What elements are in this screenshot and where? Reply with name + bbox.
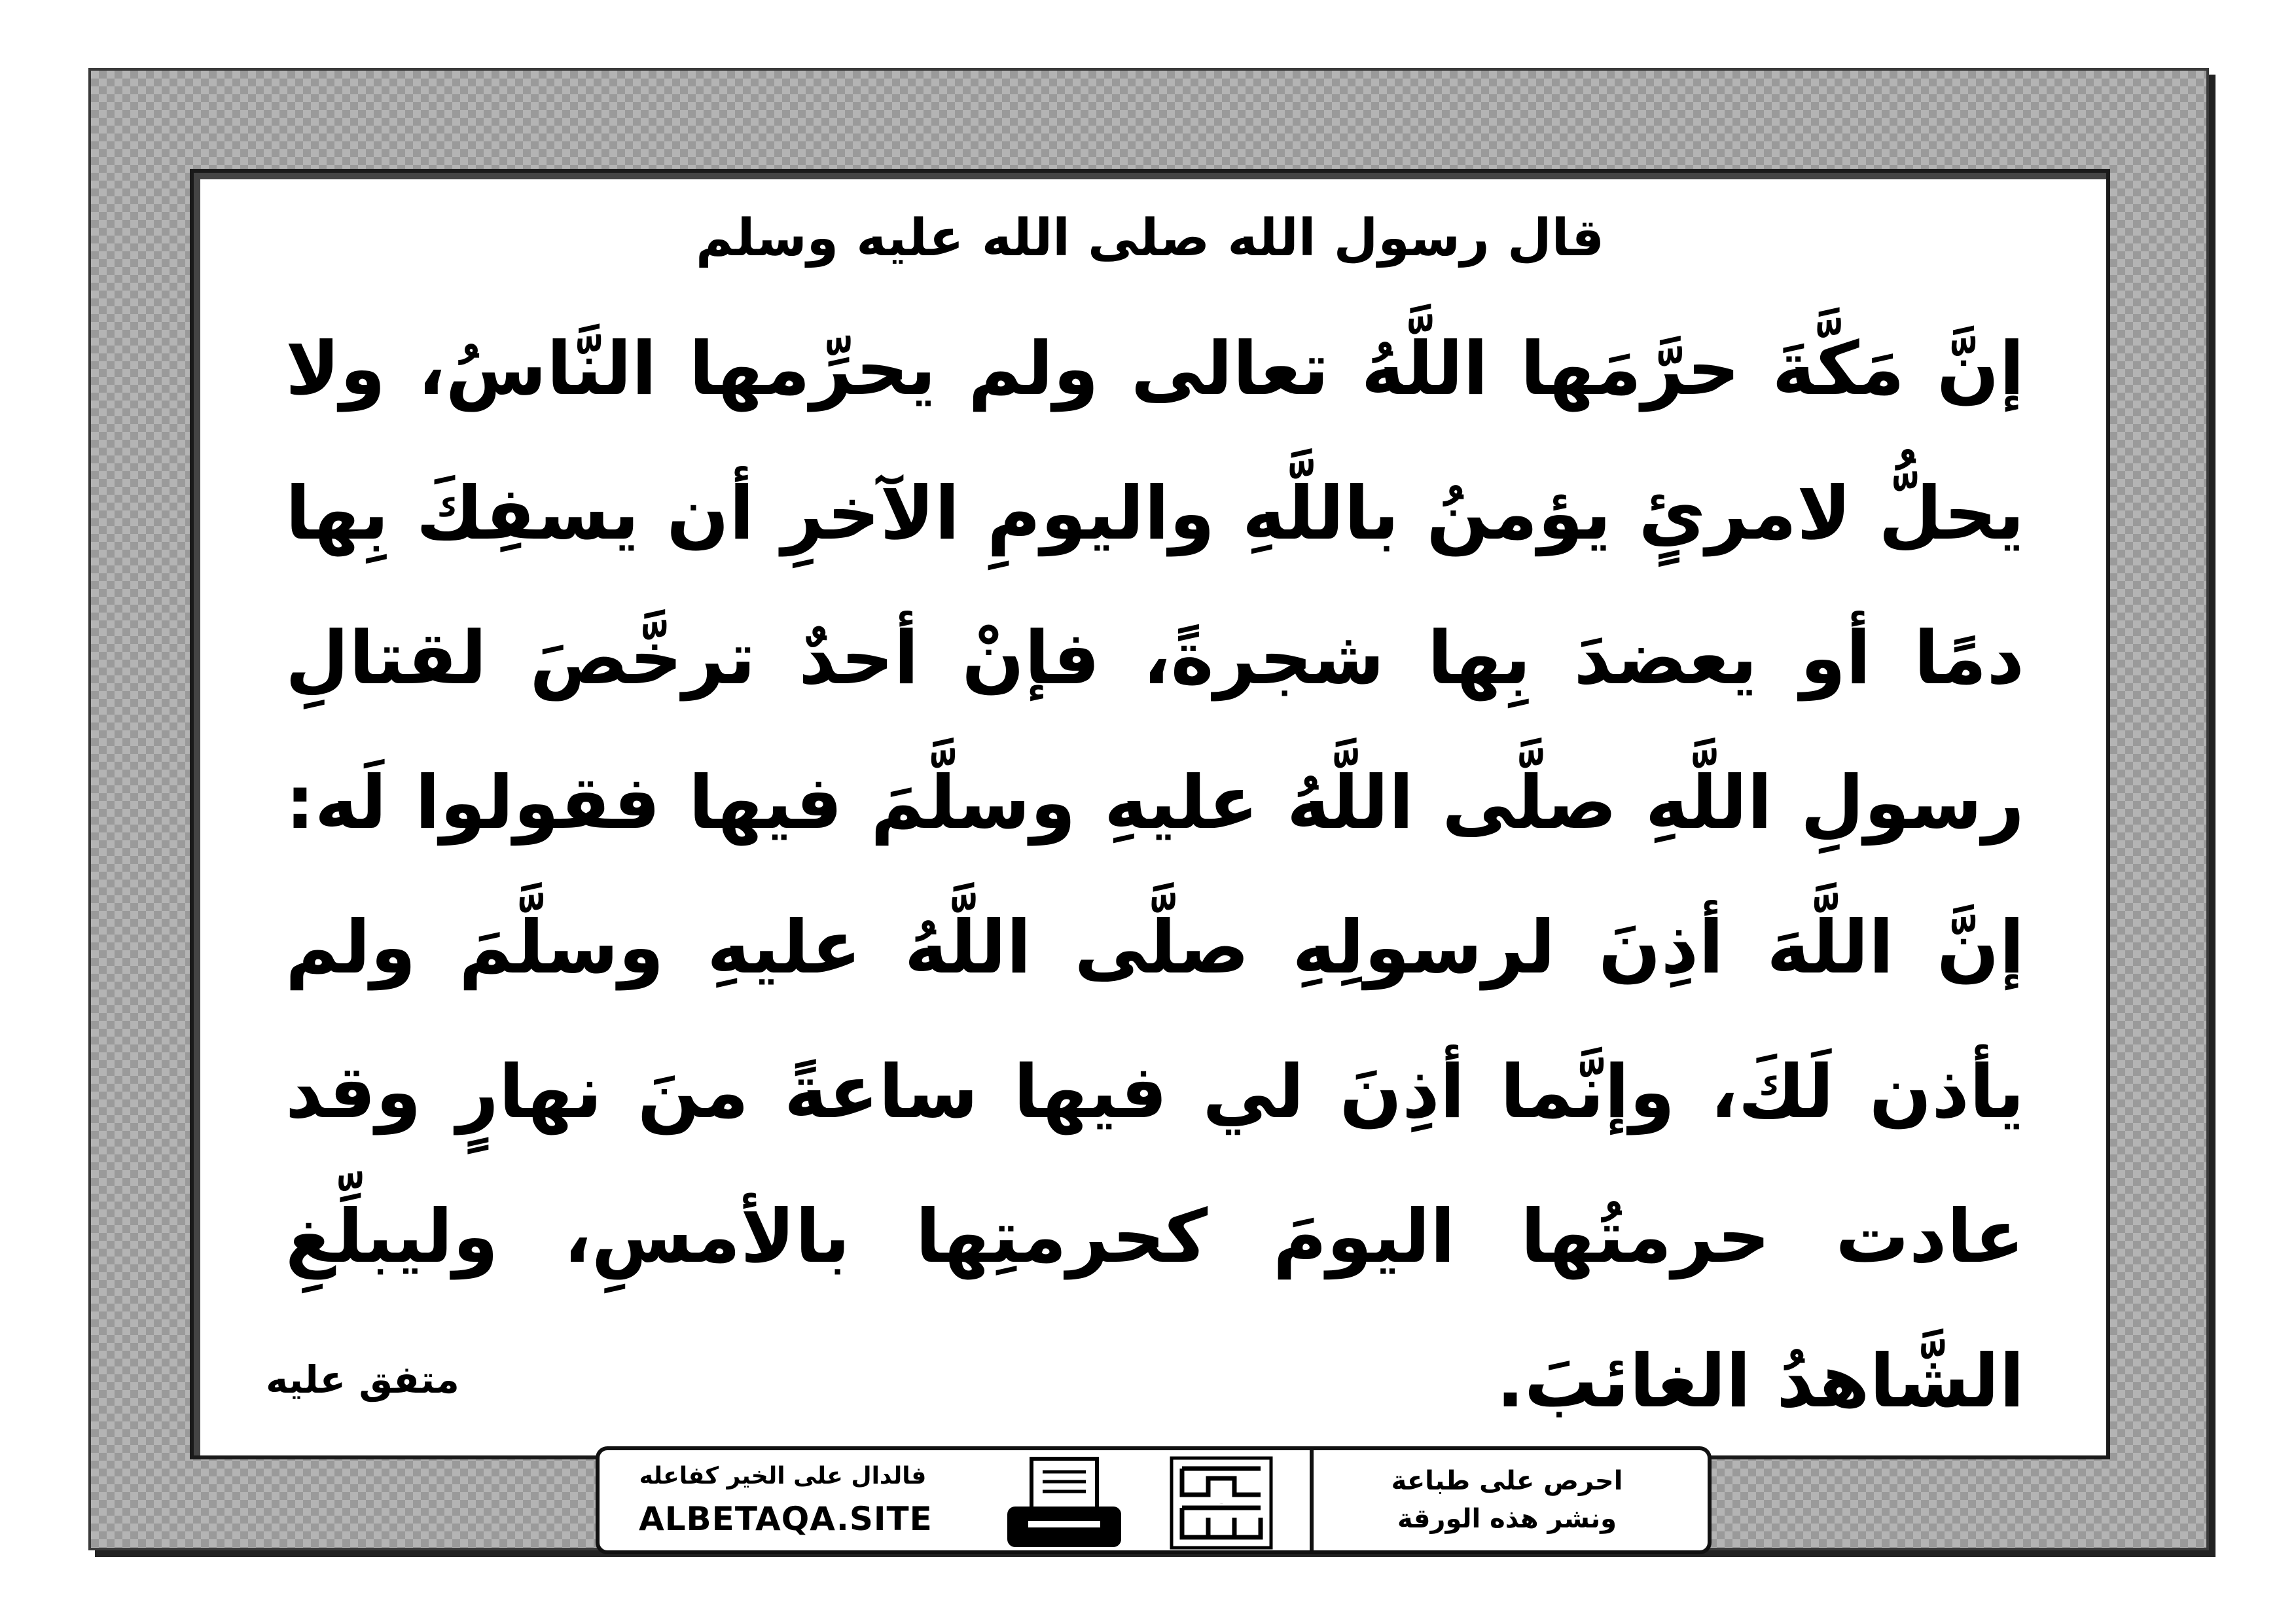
site-link[interactable]: ALBETAQA.SITE [639,1500,933,1538]
hadith-text: إنَّ مَكَّةَ حرَّمَها اللَّهُ تعالى ولم يحرِّمها النَّاسُ، ولا يحلُّ لامرئٍ يؤمنُ باللَّهِ واليومِ الآخرِ أن يسفِكَ بِها دمًا أو يعضدَ بِها شجرةً، فإنْ أحدٌ ترخَّصَ لقتالِ رسولِ اللَّهِ صلَّى اللَّهُ عليهِ وسلَّمَ فيها فقولوا لَه: إنَّ اللَّهَ أذِنَ لرسولِهِ صلَّى اللَّهُ عليهِ وسلَّمَ ولم يأذن لَكَ، وإنَّما أذِنَ لي فيها ساعةً منَ نهارٍ وقد عادت حرمتُها اليومَ كحرمتِها بالأمسِ، وليبلِّغِ الشَّاهدُ الغائبَ. [285,327,2024,1424]
footer-proverb: فالدال على الخير كفاعله [639,1463,927,1489]
logo-text: دعوة الورقة [1219,1504,1223,1505]
footer-bar [596,1446,1712,1554]
content-panel [190,169,2110,1459]
footer-slogan-line1: احرص على طباعة [1391,1466,1623,1496]
footer-left-block [639,1457,933,1542]
footer-right-block [1319,1462,1695,1538]
dawa-logo [1169,1455,1274,1550]
footer-slogan-line2: ونشر هذه الورقة [1397,1504,1617,1534]
source-attribution: متفق عليه [266,1357,459,1402]
footer-divider [1310,1450,1314,1550]
header-title: قال رسول الله صلى الله عليه وسلم [695,209,1605,268]
printer-icon [1002,1455,1126,1550]
